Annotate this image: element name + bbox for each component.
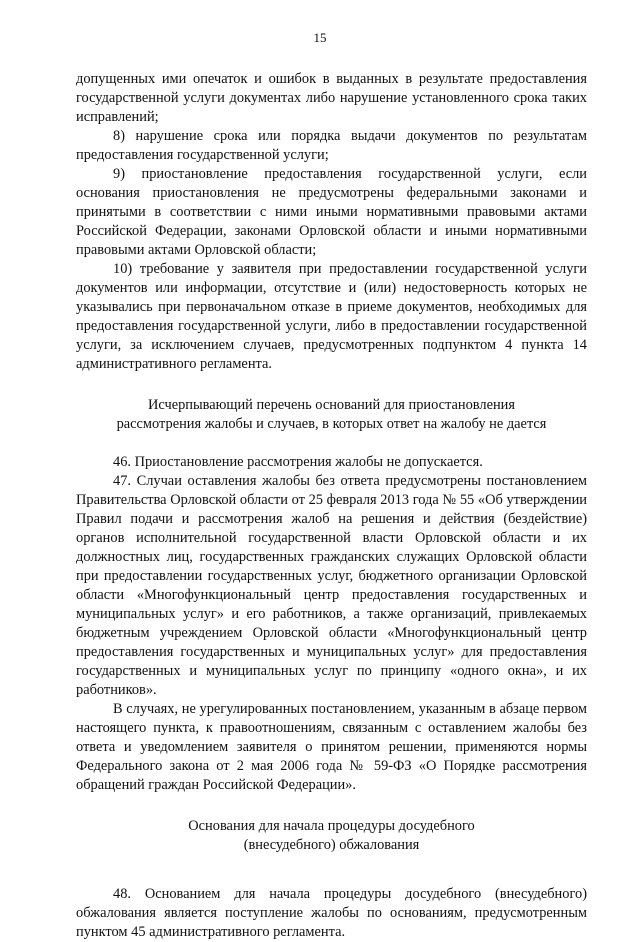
paragraph-continuation: допущенных ими опечаток и ошибок в выданных в результате предоставления государственной услуги документах либо нарушение установленного срока таких исправлений;	[76, 71, 587, 125]
section-heading-2-line-2: (внесудебного) обжалования	[243, 837, 420, 853]
paragraph-47: 47. Случаи оставления жалобы без ответа предусмотрены постановлением Правительства Орловской области от 25 февраля 2013 года № 55 «Об утверждении Правил подачи и рассмотрения жалоб на решения и действия (бездействие) органов исполнительной государственной власти Орловской области и их должностных лиц, государственных гражданских служащих Орловской области при предоставлении государственных услуг, бюджетного организации Орловской области «Многофункциональный центр предоставления государственных и муниципальных услуг» и его работников, а также организаций, привлекаемых бюджетным учреждением Орловской области «Многофункциональный центр предоставления государственных и муниципальных услуг» для предоставления государственных и муниципальных услуг по принципу «одного окна», и их работников».	[76, 473, 587, 698]
paragraph-46: 46. Приостановление рассмотрения жалобы не допускается.	[113, 454, 483, 470]
paragraph-cases: В случаях, не урегулированных постановлением, указанным в абзаце первом настоящего пункта, к правоотношениям, связанным с оставлением жалобы без ответа и уведомлением заявителя о принятом решении, применяются нормы Федерального закона от 2 мая 2006 года № 59-ФЗ «О Порядке рассмотрения обращений граждан Российской Федерации».	[76, 701, 587, 793]
document-body	[76, 70, 587, 942]
section-heading-2-line-1: Основания для начала процедуры досудебного	[188, 818, 475, 834]
page-number: 15	[313, 30, 327, 45]
paragraph-48: 48. Основанием для начала процедуры досудебного (внесудебного) обжалования является поступление жалобы по основаниям, предусмотренным пунктом 45 административного регламента.	[76, 886, 587, 940]
section-heading-1-line-2: рассмотрения жалобы и случаев, в которых ответ на жалобу не дается	[116, 416, 547, 432]
list-item-9: 9) приостановление предоставления государственной услуги, если основания приостановления не предусмотрены федеральными законами и принятыми в соответствии с ними иными нормативными правовыми актами Российской Федерации, законами Орловской области и иными нормативными правовыми актами Орловской области;	[76, 166, 587, 258]
list-item-10: 10) требование у заявителя при предоставлении государственной услуги документов или информации, отсутствие и (или) недостоверность которых не указывались при первоначальном отказе в приеме документов, необходимых для предоставления государственной услуги, либо в предоставлении государственной услуги, за исключением случаев, предусмотренных подпунктом 4 пункта 14 административного регламента.	[76, 261, 587, 372]
section-heading-1-line-1: Исчерпывающий перечень оснований для приостановления	[147, 397, 516, 413]
list-item-8: 8) нарушение срока или порядка выдачи документов по результатам предоставления государственной услуги;	[76, 128, 587, 163]
